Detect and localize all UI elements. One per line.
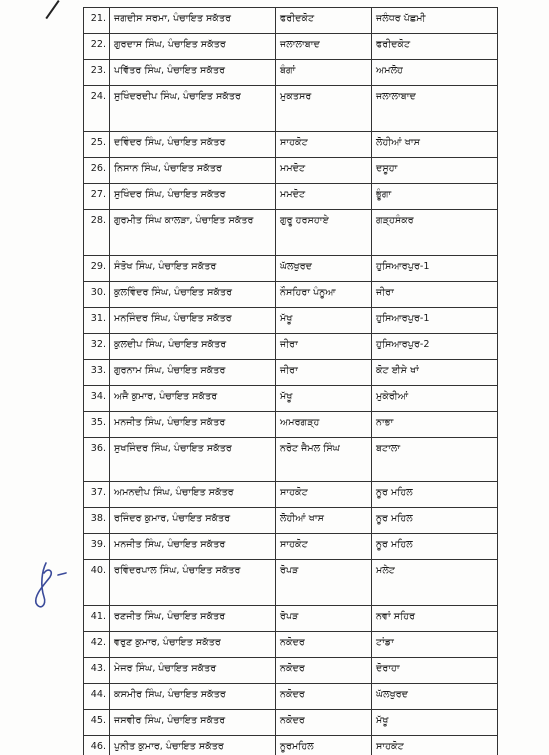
employee-name: ਸੁਖਿੰਦਰ ਸਿੰਘ, ਪੰਚਾਇਤ ਸਕੱਤਰ [110, 184, 276, 210]
table-row [84, 482, 498, 508]
to-station: ਦੋਰਾਹਾ [372, 658, 498, 684]
from-station: ਨਕੋਦਰ [276, 710, 372, 736]
to-station: ਹੁਸਿਆਰਪੁਰ-1 [372, 256, 498, 282]
table-row [84, 86, 498, 132]
serial-number: 28. [84, 210, 110, 256]
table-row [84, 132, 498, 158]
serial-number: 40. [84, 560, 110, 606]
to-station: ਮਲੇਟ [372, 560, 498, 606]
to-station: ਹੁਸਿਆਰਪੁਰ-2 [372, 334, 498, 360]
from-station: ਅਮਰਗੜ੍ਹ [276, 412, 372, 438]
from-station: ਰੋਪੜ [276, 606, 372, 632]
serial-number: 24. [84, 86, 110, 132]
corner-line [45, 0, 59, 19]
from-station: ਨਕੋਦਰ [276, 658, 372, 684]
to-station: ਨਵਾਂ ਸਹਿਰ [372, 606, 498, 632]
serial-number: 31. [84, 308, 110, 334]
from-station: ਮੱਖੂ [276, 386, 372, 412]
to-station: ਜਲਾਲਾਬਾਦ [372, 86, 498, 132]
table-row [84, 606, 498, 632]
serial-number: 32. [84, 334, 110, 360]
serial-number: 37. [84, 482, 110, 508]
from-station: ਗੁਰੂ ਹਰਸਹਾਏ [276, 210, 372, 256]
to-station: ਨੂਰ ਮਹਿਲ [372, 508, 498, 534]
table-row [84, 34, 498, 60]
employee-name: ਰਜਿੰਦਰ ਕੁਮਾਰ, ਪੰਚਾਇਤ ਸਕੱਤਰ [110, 508, 276, 534]
table-row [84, 256, 498, 282]
table-row [84, 710, 498, 736]
from-station: ਜੀਰਾ [276, 360, 372, 386]
employee-name: ਗੁਰਮੀਤ ਸਿੰਘ ਕਾਲੜਾ, ਪੰਚਾਇਤ ਸਕੱਤਰ [110, 210, 276, 256]
to-station: ਲੋਹੀਆਂ ਖਾਸ [372, 132, 498, 158]
from-station: ਨਕੋਦਰ [276, 684, 372, 710]
table-row [84, 632, 498, 658]
employee-name: ਮਨਜੀਤ ਸਿੰਘ, ਪੰਚਾਇਤ ਸਕੱਤਰ [110, 412, 276, 438]
serial-number: 25. [84, 132, 110, 158]
to-station: ਨਾਭਾ [372, 412, 498, 438]
employee-name: ਅਮਨਦੀਪ ਸਿੰਘ, ਪੰਚਾਇਤ ਸਕੱਤਰ [110, 482, 276, 508]
employee-name: ਵਰੁਣ ਕੁਮਾਰ, ਪੰਚਾਇਤ ਸਕੱਤਰ [110, 632, 276, 658]
from-station: ਜੀਰਾ [276, 334, 372, 360]
employee-name: ਅਜੈ ਕੁਮਾਰ, ਪੰਚਾਇਤ ਸਕੱਤਰ [110, 386, 276, 412]
table-row [84, 658, 498, 684]
to-station: ਗੜ੍ਹਸੰਕਰ [372, 210, 498, 256]
table-row [84, 438, 498, 482]
to-station: ਸਾਹਕੋਟ [372, 736, 498, 755]
from-station: ਸਾਹਕੋਟ [276, 482, 372, 508]
serial-number: 27. [84, 184, 110, 210]
table-row [84, 210, 498, 256]
employee-name: ਪੁਨੀਤ ਕੁਮਾਰ, ਪੰਚਾਇਤ ਸਕੱਤਰ [110, 736, 276, 755]
from-station: ਜਲਾਲਾਬਾਦ [276, 34, 372, 60]
employee-name: ਪਵਿੱਤਰ ਸਿੰਘ, ਪੰਚਾਇਤ ਸਕੱਤਰ [110, 60, 276, 86]
table-row [84, 386, 498, 412]
to-station: ਹੁਸਿਆਰਪੁਰ-1 [372, 308, 498, 334]
serial-number: 46. [84, 736, 110, 755]
serial-number: 44. [84, 684, 110, 710]
table-row [84, 360, 498, 386]
table-row [84, 534, 498, 560]
from-station: ਮਮਦੋਟ [276, 184, 372, 210]
to-station: ਨੂਰ ਮਹਿਲ [372, 482, 498, 508]
to-station: ਫਰੀਦਕੋਟ [372, 34, 498, 60]
serial-number: 45. [84, 710, 110, 736]
serial-number: 21. [84, 8, 110, 34]
serial-number: 43. [84, 658, 110, 684]
to-station: ਨੂਰ ਮਹਿਲ [372, 534, 498, 560]
to-station: ਮੁਕੇਰੀਆਂ [372, 386, 498, 412]
to-station: ਮੱਖੂ [372, 710, 498, 736]
from-station: ਮੁਕਤਸਰ [276, 86, 372, 132]
to-station: ਜਲੰਧਰ ਪੱਛਮੀ [372, 8, 498, 34]
from-station: ਸਾਹਕੋਟ [276, 534, 372, 560]
serial-number: 23. [84, 60, 110, 86]
table-row [84, 412, 498, 438]
table-row [84, 684, 498, 710]
from-station: ਮੱਖੂ [276, 308, 372, 334]
table-row [84, 334, 498, 360]
employee-name: ਸੰਤੋਖ ਸਿੰਘ, ਪੰਚਾਇਤ ਸਕੱਤਰ [110, 256, 276, 282]
to-station: ਦਸੂਹਾ [372, 158, 498, 184]
transfer-table [83, 7, 498, 755]
transfer-table-body [84, 8, 498, 755]
employee-name: ਮਨਜਿੰਦਰ ਸਿੰਘ, ਪੰਚਾਇਤ ਸਕੱਤਰ [110, 308, 276, 334]
from-station: ਲੋਹੀਆਂ ਖਾਸ [276, 508, 372, 534]
table-row [84, 736, 498, 755]
employee-name: ਮਨਜੀਤ ਸਿੰਘ, ਪੰਚਾਇਤ ਸਕੱਤਰ [110, 534, 276, 560]
serial-number: 22. [84, 34, 110, 60]
from-station: ਘੱਲਖੁਰਦ [276, 256, 372, 282]
to-station: ਕੋਟ ਈਸੇ ਖਾਂ [372, 360, 498, 386]
to-station: ਬਟਾਲਾ [372, 438, 498, 482]
table-row [84, 8, 498, 34]
from-station: ਨਰੋਟ ਜੈਮਲ ਸਿੰਘ [276, 438, 372, 482]
table-row [84, 282, 498, 308]
employee-name: ਰਵਿੰਦਰਪਾਲ ਸਿੰਘ, ਪੰਚਾਇਤ ਸਕੱਤਰ [110, 560, 276, 606]
to-station: ਜੀਰਾ [372, 282, 498, 308]
serial-number: 30. [84, 282, 110, 308]
employee-name: ਗੁਰਦਾਸ ਸਿੰਘ, ਪੰਚਾਇਤ ਸਕੱਤਰ [110, 34, 276, 60]
employee-name: ਸੁਖਜਿੰਦਰ ਸਿੰਘ, ਪੰਚਾਇਤ ਸਕੱਤਰ [110, 438, 276, 482]
from-station: ਨਕੋਦਰ [276, 632, 372, 658]
serial-number: 33. [84, 360, 110, 386]
from-station: ਨੂਰਮਹਿਲ [276, 736, 372, 755]
table-row [84, 60, 498, 86]
employee-name: ਕੁਲਵਿੰਦਰ ਸਿੰਘ, ਪੰਚਾਇਤ ਸਕੱਤਰ [110, 282, 276, 308]
serial-number: 26. [84, 158, 110, 184]
to-station: ਘੱਲਖੁਰਦ [372, 684, 498, 710]
employee-name: ਕੁਲਦੀਪ ਸਿੰਘ, ਪੰਚਾਇਤ ਸਕੱਤਰ [110, 334, 276, 360]
serial-number: 36. [84, 438, 110, 482]
employee-name: ਕਸਮੀਰ ਸਿੰਘ, ਪੰਚਾਇਤ ਸਕੱਤਰ [110, 684, 276, 710]
from-station: ਫਰੀਦਕੋਟ [276, 8, 372, 34]
employee-name: ਸੁਖਿੰਦਰਦੀਪ ਸਿੰਘ, ਪੰਚਾਇਤ ਸਕੱਤਰ [110, 86, 276, 132]
employee-name: ਮੇਜਰ ਸਿੰਘ, ਪੰਚਾਇਤ ਸਕੱਤਰ [110, 658, 276, 684]
handwritten-pen-mark [28, 555, 78, 615]
table-row [84, 158, 498, 184]
serial-number: 39. [84, 534, 110, 560]
from-station: ਮਮਦੋਟ [276, 158, 372, 184]
to-station: ਅਮਲੋਹ [372, 60, 498, 86]
from-station: ਰੋਪੜ [276, 560, 372, 606]
employee-name: ਜਗਦੀਸ ਸਰਮਾ, ਪੰਚਾਇਤ ਸਕੱਤਰ [110, 8, 276, 34]
table-row [84, 560, 498, 606]
from-station: ਸਾਹਕੋਟ [276, 132, 372, 158]
employee-name: ਨਿਸਾਨ ਸਿੰਘ, ਪੰਚਾਇਤ ਸਕੱਤਰ [110, 158, 276, 184]
serial-number: 41. [84, 606, 110, 632]
from-station: ਨੌਸਹਿਰਾ ਪੰਨੂਆ [276, 282, 372, 308]
employee-name: ਦਵਿੰਦਰ ਸਿੰਘ, ਪੰਚਾਇਤ ਸਕੱਤਰ [110, 132, 276, 158]
serial-number: 38. [84, 508, 110, 534]
employee-name: ਰਣਜੀਤ ਸਿੰਘ, ਪੰਚਾਇਤ ਸਕੱਤਰ [110, 606, 276, 632]
serial-number: 42. [84, 632, 110, 658]
serial-number: 35. [84, 412, 110, 438]
to-station: ਟਾਂਡਾ [372, 632, 498, 658]
table-row [84, 308, 498, 334]
table-row [84, 508, 498, 534]
employee-name: ਗੁਰਨਾਮ ਸਿੰਘ, ਪੰਚਾਇਤ ਸਕੱਤਰ [110, 360, 276, 386]
serial-number: 34. [84, 386, 110, 412]
employee-name: ਜਸਵੀਰ ਸਿੰਘ, ਪੰਚਾਇਤ ਸਕੱਤਰ [110, 710, 276, 736]
to-station: ਭੂੰਗਾ [372, 184, 498, 210]
table-row [84, 184, 498, 210]
serial-number: 29. [84, 256, 110, 282]
from-station: ਬੰਗਾਂ [276, 60, 372, 86]
